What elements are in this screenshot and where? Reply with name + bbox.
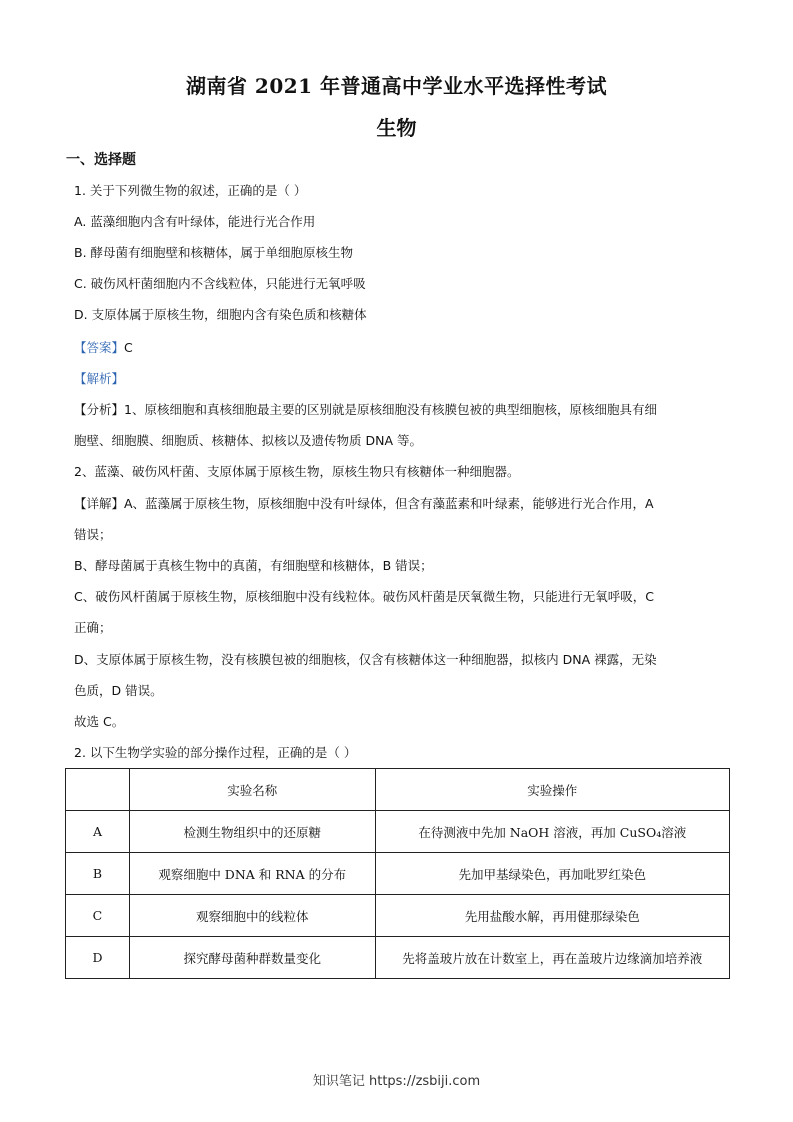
table-cell: C xyxy=(66,895,130,937)
answer-tag: 【答案】 xyxy=(74,340,125,355)
table-cell: 探究酵母菌种群数量变化 xyxy=(129,937,375,979)
table-cell: D xyxy=(66,937,130,979)
question-2-stem: 2. 以下生物学实验的部分操作过程，正确的是（ ） xyxy=(74,745,357,760)
option-a: A. 蓝藻细胞内含有叶绿体，能进行光合作用 xyxy=(74,214,316,229)
analysis-line: C、破伤风杆菌属于原核生物，原核细胞中没有线粒体。破伤风杆菌是厌氧微生物，只能进行无氧呼吸，C xyxy=(74,589,654,604)
subject-title: 生物 xyxy=(376,116,417,140)
question-1-stem: 1. 关于下列微生物的叙述，正确的是（ ） xyxy=(74,183,307,198)
table-row xyxy=(66,853,730,895)
answer-value: C xyxy=(124,340,133,355)
table-cell: 先将盖玻片放在计数室上，再在盖玻片边缘滴加培养液 xyxy=(375,937,729,979)
section-heading: 一、选择题 xyxy=(66,152,136,168)
analysis-tag: 【解析】 xyxy=(74,371,125,386)
analysis-line: 正确； xyxy=(74,620,112,635)
analysis-line: 色质，D 错误。 xyxy=(74,683,163,698)
table-cell: B xyxy=(66,853,130,895)
analysis-line: 【分析】1、原核细胞和真核细胞最主要的区别就是原核细胞没有核膜包被的典型细胞核，原核细胞具有细 xyxy=(74,402,657,417)
table-cell: 观察细胞中的线粒体 xyxy=(129,895,375,937)
table-cell: A xyxy=(66,811,130,853)
analysis-line: 【详解】A、蓝藻属于原核生物，原核细胞中没有叶绿体，但含有藻蓝素和叶绿素，能够进行光合作用，A xyxy=(74,496,654,511)
table-header-cell xyxy=(66,769,130,811)
analysis-line: 2、蓝藻、破伤风杆菌、支原体属于原核生物，原核生物只有核糖体一种细胞器。 xyxy=(74,464,520,479)
table-row xyxy=(66,811,730,853)
table-cell: 先用盐酸水解，再用健那绿染色 xyxy=(375,895,729,937)
footer-watermark: 知识笔记 https://zsbiji.com xyxy=(312,1074,481,1089)
table-cell: 检测生物组织中的还原糖 xyxy=(129,811,375,853)
table-header-row xyxy=(66,769,730,811)
analysis-line: 故选 C。 xyxy=(74,714,125,729)
table-row xyxy=(66,895,730,937)
table-header-cell: 实验名称 xyxy=(129,769,375,811)
experiment-table xyxy=(65,768,730,979)
table-cell: 先加甲基绿染色，再加吡罗红染色 xyxy=(375,853,729,895)
table-cell: 在待测液中先加 NaOH 溶液，再加 CuSO₄溶液 xyxy=(375,811,729,853)
analysis-line: B、酵母菌属于真核生物中的真菌，有细胞壁和核糖体，B 错误； xyxy=(74,558,433,573)
table-header-cell: 实验操作 xyxy=(375,769,729,811)
page-title: 湖南省 2021 年普通高中学业水平选择性考试 xyxy=(185,74,608,98)
analysis-line: 胞壁、细胞膜、细胞质、核糖体、拟核以及遗传物质 DNA 等。 xyxy=(74,433,422,448)
table-row xyxy=(66,937,730,979)
analysis-line: D、支原体属于原核生物，没有核膜包被的细胞核，仅含有核糖体这一种细胞器，拟核内 DNA 裸露，无染 xyxy=(74,652,657,667)
option-b: B. 酵母菌有细胞壁和核糖体，属于单细胞原核生物 xyxy=(74,245,354,260)
option-c: C. 破伤风杆菌细胞内不含线粒体，只能进行无氧呼吸 xyxy=(74,276,366,291)
answer-line xyxy=(74,340,734,356)
analysis-line: 错误； xyxy=(74,527,112,542)
option-d: D. 支原体属于原核生物，细胞内含有染色质和核糖体 xyxy=(74,307,367,322)
table-cell: 观察细胞中 DNA 和 RNA 的分布 xyxy=(129,853,375,895)
